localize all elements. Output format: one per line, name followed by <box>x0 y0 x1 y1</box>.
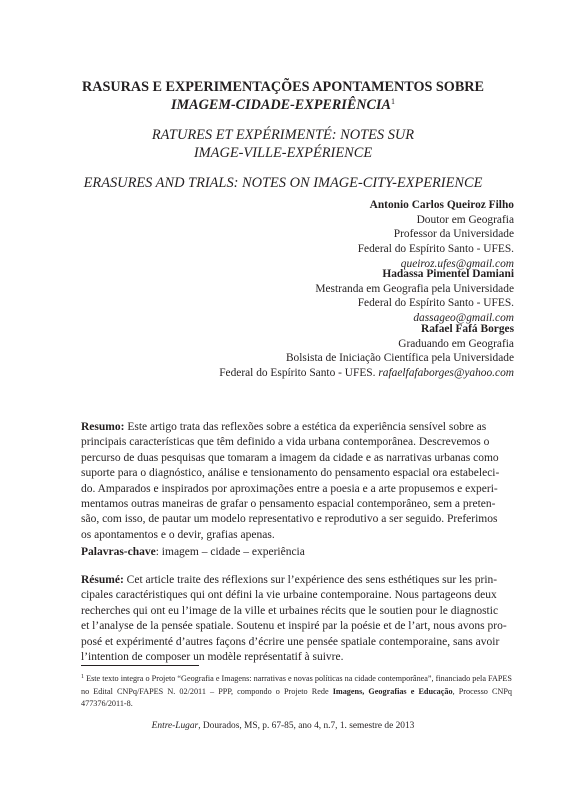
abstract-line <box>81 573 512 588</box>
footnote-ref[interactable]: 1 <box>390 97 395 106</box>
footnote-text-end: , Processo CNPq 477376/2011-8. <box>81 686 512 709</box>
author-affiliation: Graduando em Geografia <box>398 337 514 350</box>
abstract-line: os apontamentos e o devir, grafias apenas. <box>81 528 275 541</box>
author-affiliation: Federal do Espírito Santo - UFES. <box>219 367 376 380</box>
abstract-line: recherches qui ont eu l’image de la ville et urbaines récits que le soutien pour le diagnostic <box>81 604 499 617</box>
abstract-pt <box>81 420 512 543</box>
title-pt-line2-text: IMAGEM-CIDADE-EXPERIÊNCIA <box>171 97 391 113</box>
author-affiliation: Professor da Universidade <box>393 228 514 241</box>
footnote-text: Este texto integra o Projeto “Geografia e Imagens: narrativas e novas políticas na cidade contemporânea”, financiado pela FAPES no Edital CNPq/FAPES N. 02/2011 – PPP, compondo o Projeto Rede <box>81 674 512 696</box>
abstract-fr <box>81 573 512 665</box>
abstract-line <box>81 420 512 435</box>
abstract-text: Este artigo trata das reflexões sobre a estética da experiência sensível sobre as <box>124 421 487 433</box>
author-name: Antonio Carlos Queiroz Filho <box>369 199 514 211</box>
footnote <box>81 671 512 711</box>
abstract-line: l’intention de composer un modèle représentatif à suivre. <box>81 651 344 664</box>
title-en: ERASURES AND TRIALS: NOTES ON IMAGE-CITY-EXPERIENCE <box>83 175 483 191</box>
keywords-label: Palavras-chave <box>81 546 156 558</box>
author-email[interactable]: rafaelfafaborges@yahoo.com <box>378 367 514 380</box>
abstract-line: cipales caractéristiques qui ont défini la vie urbaine contemporaine. Nous partageons deux <box>81 589 497 602</box>
abstract-label: Resumo: <box>81 421 125 433</box>
footnote-bold-text: Imagens, Geografias e Educação <box>332 686 453 696</box>
abstract-line: são, com isso, de pautar um modelo representativo e reprodutivo a ser seguido. Preferimos <box>81 513 498 526</box>
abstract-line: suporte para o diagnóstico, análise e tensionamento do pensamento espacial ora estabeleci- <box>81 467 500 480</box>
author-email[interactable]: dassageo@gmail.com <box>413 312 514 325</box>
page-footer <box>0 721 566 731</box>
author-name: Hadassa Pimentel Damiani <box>382 268 514 280</box>
title-fr-line1: RATURES ET EXPÉRIMENTÉ: NOTES SUR <box>151 127 415 143</box>
author-affiliation: Federal do Espírito Santo - UFES. <box>357 243 514 256</box>
author-affiliation: Mestranda em Geografia pela Universidade <box>315 282 514 295</box>
footnote-divider <box>81 665 199 666</box>
abstract-line: mentamos outras maneiras de grafar o pensamento espacial contemporâneo, sem a preten- <box>81 498 496 511</box>
author-affiliation: Doutor em Geografia <box>416 213 514 226</box>
author-affiliation: Federal do Espírito Santo - UFES. <box>357 297 514 310</box>
author-affiliation: Bolsista de Iniciação Científica pela Universidade <box>285 352 514 365</box>
author-email[interactable]: queiroz.ufes@gmail.com <box>400 257 514 270</box>
abstract-line: do. Amparados e inspirados por aproximações entre a poesia e a arte propusemos e experi- <box>81 482 498 495</box>
keywords <box>81 545 512 560</box>
abstract-line: principais características que têm definido a vida urbana contemporânea. Descrevemos o <box>81 436 490 449</box>
author-affiliation-last <box>219 366 514 381</box>
title-fr-line2: IMAGE-VILLE-EXPÉRIENCE <box>193 145 373 161</box>
author-name: Rafael Fafá Borges <box>421 323 514 335</box>
title-pt-line2 <box>0 97 566 114</box>
title-pt-line1: RASURAS E EXPERIMENTAÇÕES APONTAMENTOS SOBRE <box>81 79 485 95</box>
abstract-line: et l’analyse de la pensée spatiale. Soutenu et inspiré par la poésie et de l’art, nous avons pro- <box>81 620 507 633</box>
author-block-3 <box>219 322 514 381</box>
abstract-text: Cet article traite des réflexions sur l’expérience des sens esthétiques sur les prin- <box>123 574 498 586</box>
abstract-label: Résumé: <box>81 574 124 586</box>
author-block-1 <box>358 198 514 272</box>
citation-details: , Dourados, MS, p. 67-85, ano 4, n.7, 1. semestre de 2013 <box>198 721 415 731</box>
abstract-line: percurso de duas pesquisas que tomaram a imagem da cidade e as narrativas urbanas como <box>81 451 499 464</box>
abstract-line: posé et expérimenté d’autres façons d’écrire une pensée spatiale contemporaine, sans avoir <box>81 635 500 648</box>
footnote-mark: 1 <box>81 674 84 680</box>
journal-name: Entre-Lugar <box>151 721 199 731</box>
author-block-2 <box>315 267 514 326</box>
keywords-text: : imagem – cidade – experiência <box>155 546 305 558</box>
